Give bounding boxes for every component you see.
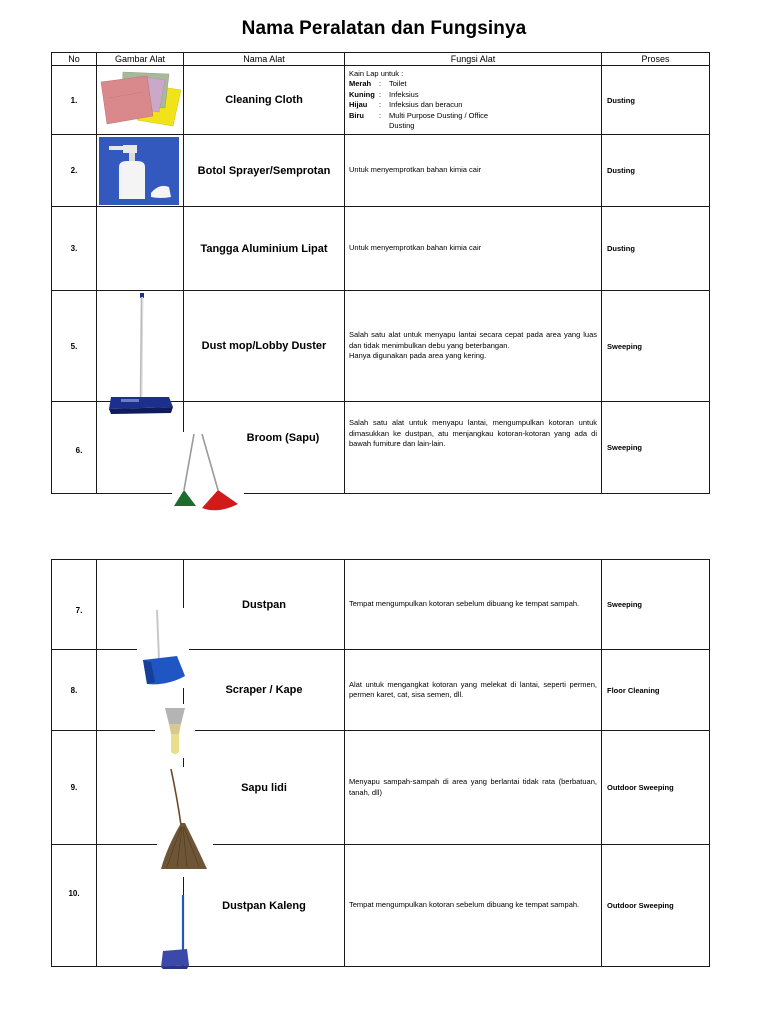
function-tail: Dusting bbox=[389, 121, 415, 130]
row-number: 3. bbox=[52, 207, 97, 291]
dustpan-icon bbox=[137, 608, 189, 688]
tool-process: Dusting bbox=[602, 135, 710, 207]
cloth-color-item bbox=[349, 111, 597, 122]
row-number: 5. bbox=[52, 291, 97, 402]
tool-function: Tempat mengumpulkan kotoran sebelum dibuang ke tempat sampah. bbox=[345, 560, 602, 650]
spray-bottle-icon bbox=[99, 137, 179, 205]
tool-function: Tempat mengumpulkan kotoran sebelum dibuang ke tempat sampah. bbox=[345, 845, 602, 967]
row-number: 1. bbox=[52, 66, 97, 135]
tool-name: Botol Sprayer/Semprotan bbox=[184, 135, 345, 207]
header-process: Proses bbox=[602, 53, 710, 66]
separator: : bbox=[379, 110, 382, 120]
row-number: 9. bbox=[52, 731, 97, 845]
tool-image-cell bbox=[97, 66, 184, 135]
color-use: Multi Purpose Dusting / Office bbox=[389, 110, 489, 120]
cloth-color-item bbox=[349, 90, 597, 101]
function-text: Salah satu alat untuk menyapu lantai secara cepat pada area yang luas dan tidak menimbulkan debu yang beterbangan. bbox=[349, 330, 597, 350]
row-number: 6. bbox=[52, 402, 97, 494]
table-row bbox=[52, 731, 710, 845]
tool-function: Untuk menyemprotkan bahan kimia cair bbox=[345, 135, 602, 207]
tool-image-cell bbox=[97, 560, 184, 650]
tool-name: Dust mop/Lobby Duster bbox=[184, 291, 345, 402]
tool-name: Broom (Sapu) bbox=[184, 402, 345, 494]
tool-process: Sweeping bbox=[602, 402, 710, 494]
table-row bbox=[52, 402, 710, 494]
broom-icon bbox=[172, 432, 244, 516]
separator: : bbox=[379, 100, 382, 109]
table-row bbox=[52, 560, 710, 650]
tool-image-cell bbox=[97, 135, 184, 207]
tool-process: Dusting bbox=[602, 66, 710, 135]
color-key: Merah bbox=[349, 79, 372, 88]
tool-process: Dusting bbox=[602, 207, 710, 291]
page-title: Nama Peralatan dan Fungsinya bbox=[241, 18, 527, 39]
tool-image-cell bbox=[97, 402, 184, 494]
color-use: Infeksius dan beracun bbox=[389, 100, 463, 109]
separator: : bbox=[379, 89, 382, 99]
tool-name: Dustpan bbox=[184, 560, 345, 650]
tool-name: Sapu lidi bbox=[184, 731, 345, 845]
table-row bbox=[52, 845, 710, 967]
stick-broom-icon bbox=[157, 767, 213, 877]
separator: : bbox=[379, 79, 382, 88]
tool-image-cell bbox=[97, 207, 184, 291]
scraper-icon bbox=[155, 704, 195, 758]
tool-process: Outdoor Sweeping bbox=[602, 731, 710, 845]
tool-function: Untuk menyemprotkan bahan kimia cair bbox=[345, 207, 602, 291]
row-number: 2. bbox=[52, 135, 97, 207]
tool-image-cell bbox=[97, 291, 184, 402]
tool-function bbox=[345, 66, 602, 135]
tool-name: Scraper / Kape bbox=[184, 650, 345, 731]
tool-process: Sweeping bbox=[602, 291, 710, 402]
header-function: Fungsi Alat bbox=[345, 53, 602, 66]
header-image: Gambar Alat bbox=[97, 53, 184, 66]
header-name: Nama Alat bbox=[184, 53, 345, 66]
table-header-row bbox=[52, 53, 710, 66]
tool-process: Floor Cleaning bbox=[602, 650, 710, 731]
color-use: Infeksius bbox=[389, 89, 419, 99]
table-row bbox=[52, 207, 710, 291]
tool-process: Sweeping bbox=[602, 560, 710, 650]
row-number: 8. bbox=[52, 650, 97, 731]
color-key: Kuning bbox=[349, 89, 375, 99]
color-key: Biru bbox=[349, 110, 364, 120]
dust-mop-icon bbox=[107, 293, 177, 415]
color-use: Toilet bbox=[389, 79, 407, 88]
tools-table-1 bbox=[51, 52, 710, 494]
long-handle-dustpan-icon bbox=[157, 893, 193, 969]
cloth-color-item bbox=[349, 79, 597, 90]
tool-name: Tangga Aluminium Lipat bbox=[184, 207, 345, 291]
table-row bbox=[52, 291, 710, 402]
row-number: 10. bbox=[52, 845, 97, 967]
tool-function: Alat untuk mengangkat kotoran yang melekat di lantai, seperti permen, permen karet, cat, sisa semen, dll. bbox=[345, 650, 602, 731]
tool-function: Menyapu sampah-sampah di area yang berlantai tidak rata (berbatuan, tanah, dll) bbox=[345, 731, 602, 845]
table-row bbox=[52, 66, 710, 135]
tool-name: Dustpan Kaleng bbox=[184, 845, 345, 967]
tool-name: Cleaning Cloth bbox=[184, 66, 345, 135]
tool-function: Salah satu alat untuk menyapu lantai, mengumpulkan kotoran untuk dimasukkan ke dustpan, atu menjangkau kotoran-kotoran yang ada di bawah furniture dan lain-lain. bbox=[345, 402, 602, 494]
table-row bbox=[52, 135, 710, 207]
cloth-color-item bbox=[349, 100, 597, 111]
row-number: 7. bbox=[52, 560, 97, 650]
tool-process: Outdoor Sweeping bbox=[602, 845, 710, 967]
function-note: Hanya digunakan pada area yang kering. bbox=[349, 351, 487, 361]
color-key: Hijau bbox=[349, 100, 368, 109]
tool-function bbox=[345, 291, 602, 402]
tools-table-2 bbox=[51, 559, 710, 967]
function-intro: Kain Lap untuk : bbox=[349, 68, 404, 78]
header-no: No bbox=[52, 53, 97, 66]
cleaning-cloth-icon bbox=[99, 68, 183, 130]
